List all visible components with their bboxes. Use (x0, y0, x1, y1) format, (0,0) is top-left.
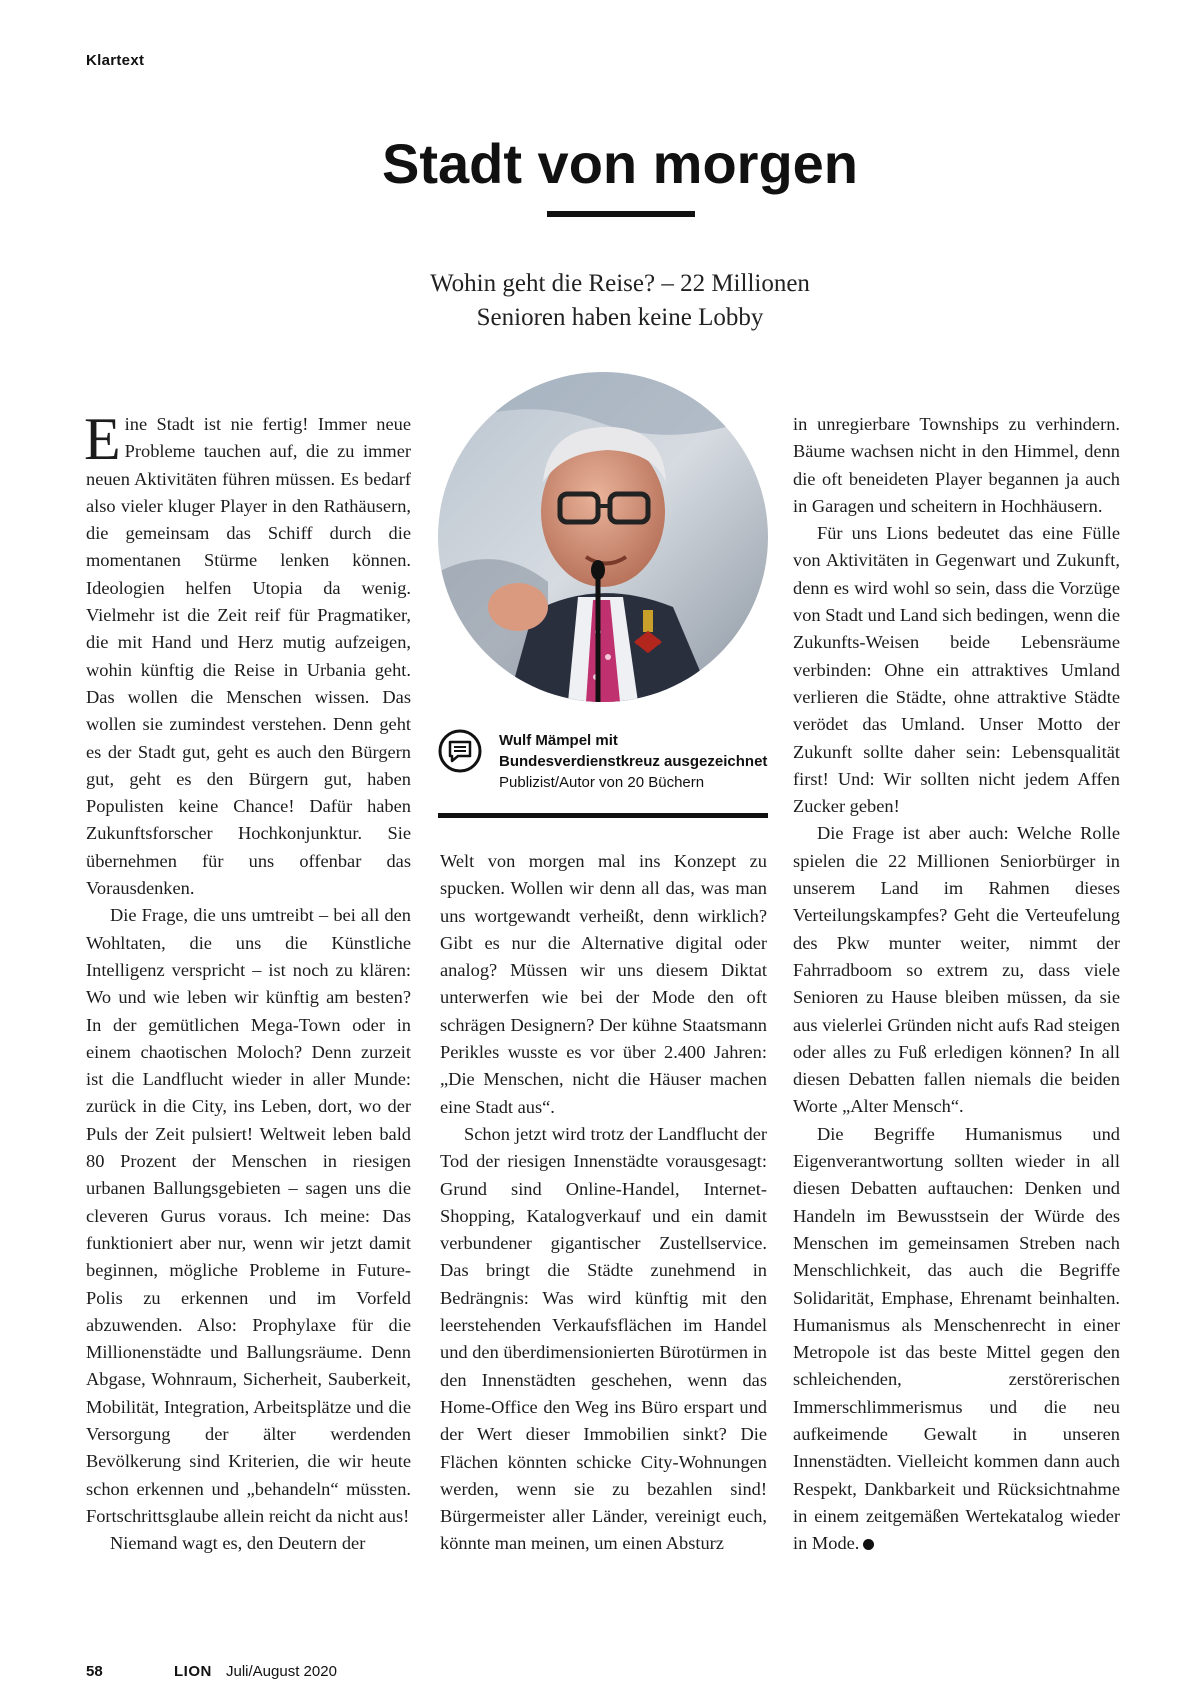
end-of-article-icon (863, 1539, 874, 1550)
page-number: 58 (86, 1663, 103, 1680)
paragraph (84, 406, 411, 902)
article-subtitle (380, 267, 860, 335)
article-title: Stadt von morgen (381, 132, 859, 195)
section-label: Klartext (86, 52, 145, 69)
paragraph (793, 1121, 1120, 1558)
magazine-name: LION (174, 1663, 212, 1680)
portrait-illustration (438, 372, 768, 702)
text-column-3 (793, 411, 1120, 1557)
paragraph: Die Frage ist aber auch: Welche Rolle spielen die 22 Millionen Seniorbürger in unserem Land im Rahmen dieses Verteilungskampfes? Geht die Verteufelung des Pkw munter weiter, nimmt der Fahrradboom so extrem zu, dass viele Senioren zu Hause bleiben müssen, da sie aus vielerlei Gründen nicht aufs Rad steigen oder alles zu Fuß erledigen können? In all diesen Debatten fallen niemals die beiden Worte „Alter Mensch“. (793, 823, 1120, 1117)
author-portrait-photo (438, 372, 768, 702)
subtitle-line-1: Wohin geht die Reise? – 22 Millionen (430, 270, 810, 297)
title-divider (547, 211, 695, 217)
caption-title: Wulf Mämpel mit Bundesverdienstkreuz ausgezeichnet (499, 732, 768, 770)
photo-caption (499, 730, 769, 793)
dropcap: E (84, 406, 121, 472)
subtitle-line-2: Senioren haben keine Lobby (476, 304, 764, 331)
caption-divider (438, 813, 768, 818)
paragraph: Die Frage, die uns umtreibt – bei all den Wohltaten, die uns die Künstliche Intelligenz verspricht – ist noch zu klären: Wo und wie leben wir künftig am besten? In der gemütlichen Mega-Town oder in einem chaotischen Moloch? Denn zurzeit ist die Landflucht wieder in aller Munde: zurück in die City, ins Leben, dort, wo der Puls der Zeit pulsiert! Weltweit leben bald 80 Prozent der Menschen in riesigen urbanen Ballungsgebieten – sagen uns die cleveren Gurus voraus. Ich meine: Das funktioniert aber nur, wenn wir jetzt damit beginnen, mögliche Probleme in Future-Polis zu erkennen und im Vorfeld abzuwenden. Also: Prophylaxe für die Millionenstädte und Ballungsräume. Denn Abgase, Wohnraum, Sicherheit, Sauberkeit, Mobilität, Integration, Arbeitsplätze und die Versorgung der älter werdenden Bevölkerung sind Kriterien, die wir heute schon erkennen und „behandeln“ müssten. Fortschrittsglaube allein reicht da nicht aus! (86, 905, 411, 1526)
paragraph: Für uns Lions bedeutet das eine Fülle von Aktivitäten in Gegenwart und Zukunft, denn es wird wohl so sein, dass die Vorzüge von Stadt und Land sich bedingen, wenn die Zukunfts-Weisen beide Lebensräume verbinden: Ohne ein attraktives Umland verlieren die Städte, ohne attraktive Städte verödet das Umland. Unser Motto der Zukunft sollte daher sein: Lebensqualität first! Und: Wir sollten nicht jedem Affen Zucker geben! (793, 523, 1120, 817)
paragraph: in unregierbare Townships zu verhindern. Bäume wachsen nicht in den Himmel, denn die oft beneideten Player begannen ja auch in Garagen und scheitern in Hochhäusern. (793, 414, 1120, 516)
text-column-1 (84, 406, 411, 1557)
paragraph-text: ine Stadt ist nie fertig! Immer neue Probleme tauchen auf, die zu immer neuen Aktivitäten führen müssen. Es bedarf also vieler kluger Player in den Rathäusern, die gemeinsam das Schiff durch die momentanen Stürme lenken können. Ideologien helfen Utopia da wenig. Vielmehr ist die Zeit reif für Pragmatiker, die mit Hand und Herz mutig aufzeigen, wohin künftig die Reise in Urbania geht. Das wollen die Menschen wissen. Das wollen sie zumindest verstehen. Denn geht es der Stadt gut, geht es auch den Bürgern gut, geht es den Bürgern gut, haben Populisten keine Chance! Dafür haben Zukunftsforscher Hochkonjunktur. Sie übernehmen für uns offenbar das Vorausdenken. (86, 414, 411, 899)
issue-date: Juli/August 2020 (226, 1663, 337, 1680)
paragraph-text: Die Begriffe Humanismus und Eigenverantwortung sollten wieder in all diesen Debatten auftauchen: Denken und Handeln im Bewusstsein der Würde des Menschen im gemeinsamen Streben nach Menschlichkeit, das auch die Begriffe Solidarität, Emphase, Ehrenamt beinhalten. Humanismus als Menschenrecht in einer Metropole ist das beste Mittel gegen den schleichenden, zerstörerischen Immerschlimmerismus und die neu aufkeimende Gewalt in unseren Innenstädten. Vielleicht kommen dann auch Respekt, Dankbarkeit und Rücksichtnahme in einem zeitgemäßen Wertekatalog wieder in Mode. (793, 1123, 1120, 1554)
text-column-2 (440, 848, 767, 1558)
paragraph: Niemand wagt es, den Deutern der (110, 1533, 366, 1554)
paragraph: Schon jetzt wird trotz der Landflucht der Tod der riesigen Innenstädte vorausgesagt: Grund sind Online-Handel, Internet-Shopping, Katalogverkauf und ein damit verbundener gigantischer Zustellservice. Das bringt die Städte zunehmend in Bedrängnis: Was wird künftig mit den leerstehenden Verkaufsflächen im Handel und den überdimensionierten Bürotürmen in den Innenstädten geschehen, wenn das Home-Office den Weg ins Büro erspart und der Wert dieser Immobilien sinkt? Die Flächen könnten schicke City-Wohnungen werden, wenn sie zu bezahlen sind! Bürgermeister aller Länder, vereinigt euch, könnte man meinen, um einen Absturz (440, 1123, 767, 1554)
speech-bubble-icon (438, 729, 482, 773)
paragraph: Welt von morgen mal ins Konzept zu spucken. Wollen wir denn all das, was man uns wortgewandt verheißt, denn wirklich? Gibt es nur die Alternative digital oder analog? Müssen wir uns diesem Diktat unterwerfen wie bei der Mode den oft schrägen Designern? Der kühne Staatsmann Perikles wusste es vor über 2.400 Jahren: „Die Menschen, nicht die Häuser machen eine Stadt aus“. (440, 851, 767, 1117)
caption-subtitle: Publizist/Autor von 20 Büchern (499, 774, 705, 791)
